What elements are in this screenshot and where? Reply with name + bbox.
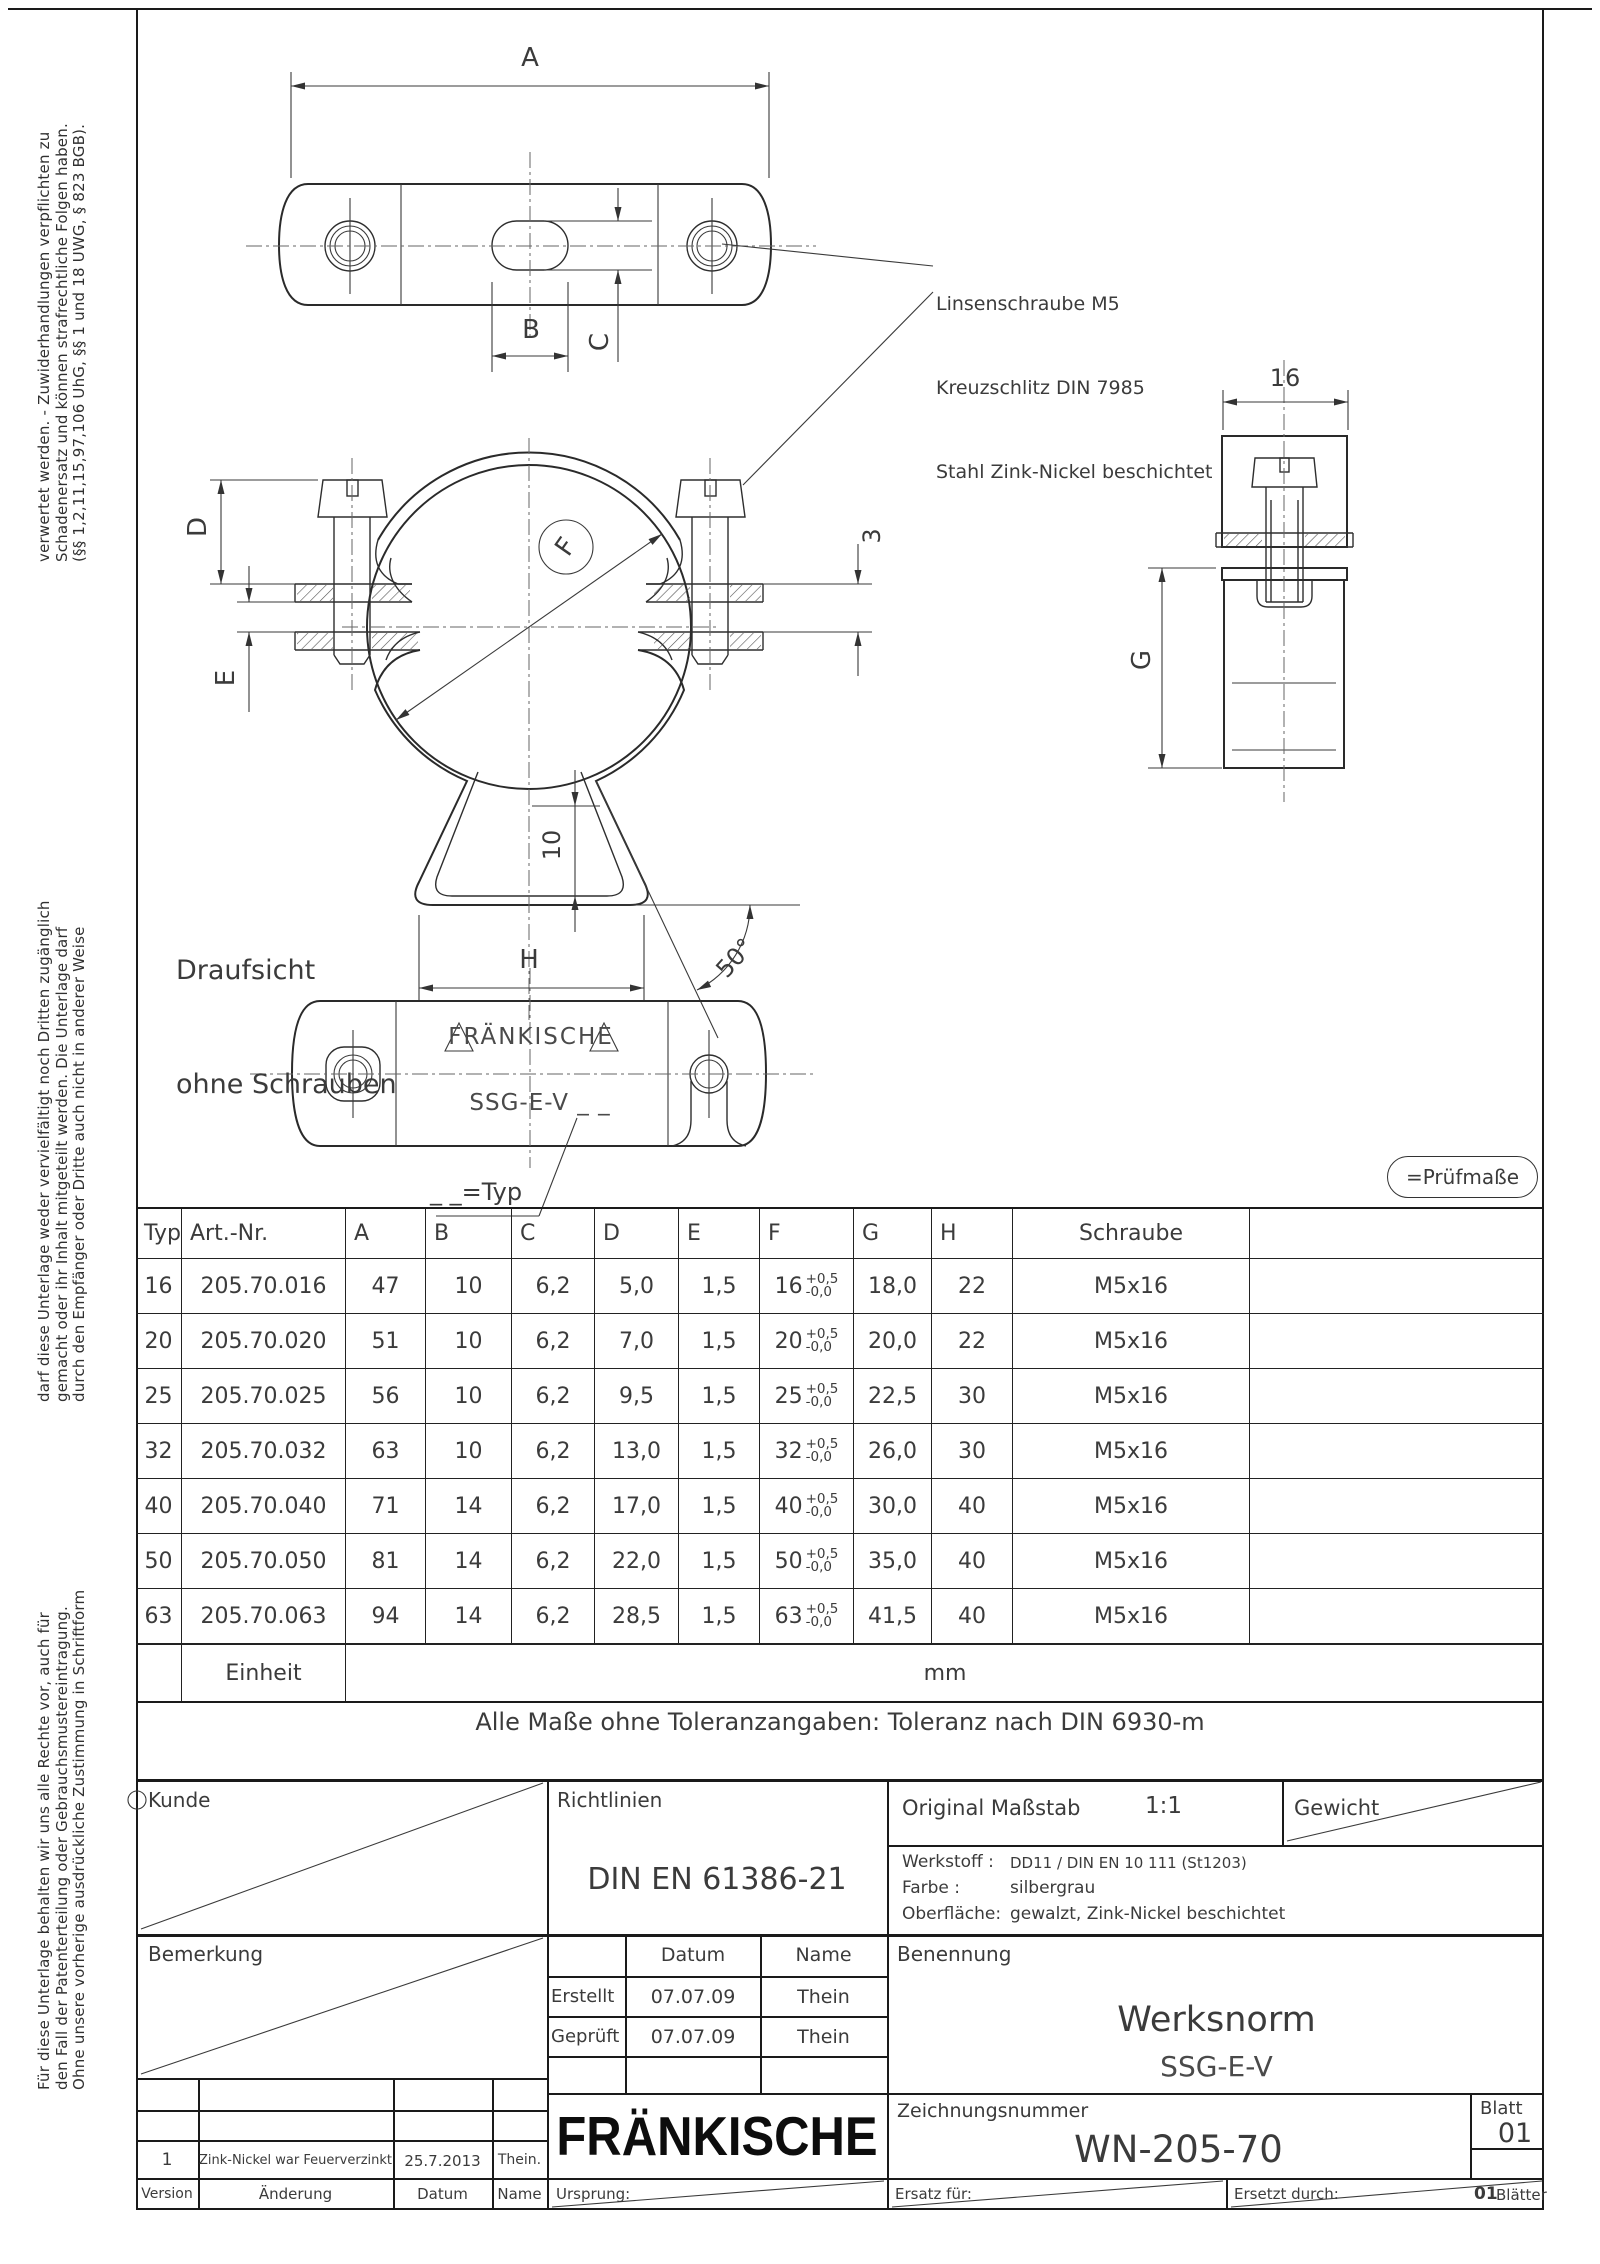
margin-line: durch den Empfänger oder Dritte auch nicht in anderer Weise xyxy=(70,926,88,1402)
margin-line: den Fall der Patenterteilung oder Gebrauchsmustereintragung. xyxy=(52,1606,71,2090)
plate-brand-text: FRÄNKISCHE xyxy=(448,1024,614,1050)
header-d: D xyxy=(595,1209,679,1258)
tol-minus: -0,0 xyxy=(805,1504,832,1520)
name-header: Name xyxy=(795,1944,852,1966)
cell-empty xyxy=(1250,1479,1544,1533)
version-datum-value: 25.7.2013 xyxy=(404,2152,481,2170)
cell: 40 xyxy=(136,1479,182,1533)
cell-f xyxy=(760,1424,854,1478)
cell: 1,5 xyxy=(679,1424,760,1478)
cell: 28,5 xyxy=(595,1589,679,1643)
tol-minus: -0,0 xyxy=(805,1559,832,1575)
f-value: 50 xyxy=(774,1548,803,1574)
margin-line: Für diese Unterlage behalten wir uns alle Rechte vor, auch für xyxy=(35,1611,53,2090)
margin-line: Schadenersatz und können strafrechtliche Folgen haben. xyxy=(52,123,71,562)
f-value: 16 xyxy=(774,1273,803,1299)
f-tolerance xyxy=(805,1270,839,1300)
annotation-line: Linsenschraube M5 xyxy=(936,293,1120,315)
richtlinien-label: Richtlinien xyxy=(557,1788,663,1812)
blatt-label: Blatt xyxy=(1480,2098,1523,2119)
aenderung-label: Änderung xyxy=(258,2185,333,2203)
dimension-table xyxy=(136,1207,1544,1703)
cell: 1,5 xyxy=(679,1534,760,1588)
cell: 13,0 xyxy=(595,1424,679,1478)
cell-empty xyxy=(136,1645,182,1701)
ursprung-label: Ursprung: xyxy=(556,2185,631,2203)
f-tolerance xyxy=(805,1435,839,1465)
pruefmasse-badge xyxy=(1387,1156,1538,1198)
geprueft-datum: 07.07.09 xyxy=(650,2026,736,2048)
header-f: F xyxy=(760,1209,854,1258)
benennung-title: Werksnorm xyxy=(1117,2000,1316,2040)
company-logo: FRÄNKISCHE xyxy=(556,2106,878,2168)
dim-label-10: 10 xyxy=(538,829,566,861)
table-row xyxy=(136,1314,1544,1369)
titleblock-line xyxy=(136,1934,1544,1937)
margin-line: Ohne unsere vorherige ausdrückliche Zustimmung in Schriftform xyxy=(70,1589,88,2090)
cell: 18,0 xyxy=(854,1259,932,1313)
table-row xyxy=(136,1479,1544,1534)
cell: 1,5 xyxy=(679,1314,760,1368)
cell-f xyxy=(760,1534,854,1588)
cell: 94 xyxy=(346,1589,426,1643)
geprueft-name: Thein xyxy=(797,2026,850,2048)
dim-label-16: 16 xyxy=(1269,364,1301,392)
table-row xyxy=(136,1589,1544,1644)
header-c: C xyxy=(512,1209,595,1258)
version-value: 1 xyxy=(161,2150,173,2170)
header-schraube: Schraube xyxy=(1013,1209,1250,1258)
cell: 20 xyxy=(136,1314,182,1368)
titleblock-line xyxy=(1226,2178,1228,2210)
screw-annotation xyxy=(936,234,1212,542)
version-name-value: Thein. xyxy=(497,2152,542,2168)
cell: 63 xyxy=(346,1424,426,1478)
cell: 10 xyxy=(426,1259,512,1313)
typ-note: _ _=Typ xyxy=(430,1178,523,1206)
farbe-label: Farbe : xyxy=(902,1878,961,1898)
header-a: A xyxy=(346,1209,426,1258)
table-row xyxy=(136,1424,1544,1479)
cell: 30 xyxy=(932,1424,1013,1478)
cell: 71 xyxy=(346,1479,426,1533)
cell: 51 xyxy=(346,1314,426,1368)
version-label: Version xyxy=(141,2186,193,2202)
erstellt-name: Thein xyxy=(797,1986,850,2008)
dim-label-f: F xyxy=(549,532,583,562)
titleblock-line xyxy=(136,1779,1544,1782)
titleblock-line xyxy=(625,1934,627,2093)
cell: 6,2 xyxy=(512,1369,595,1423)
cell: M5x16 xyxy=(1013,1424,1250,1478)
benennung-subtitle: SSG-E-V xyxy=(1160,2050,1273,2083)
cell: 56 xyxy=(346,1369,426,1423)
margin-line: (§§ 1,2,11,15,97,106 UhG, §§ 1 und 18 UWG, § 823 BGB). xyxy=(70,123,88,562)
cell: 1,5 xyxy=(679,1479,760,1533)
gewicht-label: Gewicht xyxy=(1294,1796,1380,1820)
blatt-value: 01 xyxy=(1497,2118,1533,2149)
benennung-label: Benennung xyxy=(897,1942,1012,1966)
cell: 26,0 xyxy=(854,1424,932,1478)
erstellt-datum: 07.07.09 xyxy=(650,1986,736,2008)
cell: 205.70.040 xyxy=(182,1479,346,1533)
cell-empty xyxy=(1250,1259,1544,1313)
titleblock-line xyxy=(1282,1779,1284,1845)
cell: M5x16 xyxy=(1013,1259,1250,1313)
kunde-label: Kunde xyxy=(148,1788,211,1812)
erstellt-label: Erstellt xyxy=(551,1986,615,2007)
cell: 7,0 xyxy=(595,1314,679,1368)
cell: 1,5 xyxy=(679,1589,760,1643)
cell: 5,0 xyxy=(595,1259,679,1313)
ersetzt-label: Ersetzt durch: xyxy=(1234,2185,1339,2203)
table-header-row xyxy=(136,1209,1544,1259)
ersatz-label: Ersatz für: xyxy=(895,2185,972,2203)
header-empty xyxy=(1250,1209,1544,1258)
dim-label-h: H xyxy=(519,945,539,975)
dim-label-d: D xyxy=(183,516,213,538)
tol-plus: +0,5 xyxy=(805,1490,839,1507)
cell-empty xyxy=(1250,1534,1544,1588)
header-g: G xyxy=(854,1209,932,1258)
cell-f xyxy=(760,1369,854,1423)
cell: M5x16 xyxy=(1013,1479,1250,1533)
aenderung-value: Zink-Nickel war Feuerverzinkt xyxy=(198,2153,393,2168)
table-unit-row xyxy=(136,1644,1544,1701)
tol-plus: +0,5 xyxy=(805,1380,839,1397)
cell: 14 xyxy=(426,1589,512,1643)
cell: M5x16 xyxy=(1013,1589,1250,1643)
dim-label-g: G xyxy=(1127,649,1157,671)
unit-label-cell: Einheit xyxy=(182,1645,346,1701)
cell: 6,2 xyxy=(512,1479,595,1533)
cell-empty xyxy=(1250,1314,1544,1368)
cell: 22,0 xyxy=(595,1534,679,1588)
tol-minus: -0,0 xyxy=(805,1614,832,1630)
geprueft-label: Geprüft xyxy=(551,2026,620,2047)
cell: 30 xyxy=(932,1369,1013,1423)
cell: 14 xyxy=(426,1534,512,1588)
cell: 6,2 xyxy=(512,1259,595,1313)
zeichnungsnummer-value: WN-205-70 xyxy=(1074,2128,1283,2171)
bemerkung-label: Bemerkung xyxy=(148,1942,264,1966)
f-value: 20 xyxy=(774,1328,803,1354)
oberflaeche-label: Oberfläche: xyxy=(902,1904,1002,1924)
cell: 17,0 xyxy=(595,1479,679,1533)
name-label-footer: Name xyxy=(497,2185,542,2203)
header-artnr: Art.-Nr. xyxy=(182,1209,346,1258)
oberflaeche-value: gewalzt, Zink-Nickel beschichtet xyxy=(1010,1904,1286,1924)
cell: 14 xyxy=(426,1479,512,1533)
massstab-value: 1:1 xyxy=(1145,1793,1183,1819)
cell: 22 xyxy=(932,1314,1013,1368)
cell: 6,2 xyxy=(512,1424,595,1478)
cell: 16 xyxy=(136,1259,182,1313)
cell: 205.70.020 xyxy=(182,1314,346,1368)
f-value: 40 xyxy=(774,1493,803,1519)
cell: 1,5 xyxy=(679,1259,760,1313)
cell: 205.70.050 xyxy=(182,1534,346,1588)
f-tolerance xyxy=(805,1600,839,1630)
tolerance-note: Alle Maße ohne Toleranzangaben: Toleranz nach DIN 6930-m xyxy=(475,1708,1205,1736)
cell: 81 xyxy=(346,1534,426,1588)
titleblock-line xyxy=(547,1976,887,1978)
cell: 22 xyxy=(932,1259,1013,1313)
titleblock-line xyxy=(1470,2093,1472,2178)
cell: 40 xyxy=(932,1589,1013,1643)
cell: 205.70.025 xyxy=(182,1369,346,1423)
cell: 35,0 xyxy=(854,1534,932,1588)
dim-label-c: C xyxy=(585,332,615,352)
tol-plus: +0,5 xyxy=(805,1270,839,1287)
tol-minus: -0,0 xyxy=(805,1394,832,1410)
datum-header: Datum xyxy=(660,1944,726,1966)
f-value: 25 xyxy=(774,1383,803,1409)
dim-label-50: 50° xyxy=(710,932,760,984)
table-row xyxy=(136,1534,1544,1589)
cell: 10 xyxy=(426,1369,512,1423)
cell: 10 xyxy=(426,1314,512,1368)
blaetter-label: Blätter xyxy=(1496,2186,1547,2204)
werkstoff-value: DD11 / DIN EN 10 111 (St1203) xyxy=(1010,1854,1247,1872)
cell: M5x16 xyxy=(1013,1534,1250,1588)
margin-line: darf diese Unterlage weder vervielfältigt noch Dritten zugänglich xyxy=(35,900,53,1402)
tol-minus: -0,0 xyxy=(805,1339,832,1355)
cell: 25 xyxy=(136,1369,182,1423)
header-h: H xyxy=(932,1209,1013,1258)
tol-minus: -0,0 xyxy=(805,1284,832,1300)
cell: 41,5 xyxy=(854,1589,932,1643)
dim-label-b: B xyxy=(522,315,540,345)
header-e: E xyxy=(679,1209,760,1258)
f-tolerance xyxy=(805,1490,839,1520)
pruefmasse-label: =Prüfmaße xyxy=(1405,1165,1520,1189)
f-tolerance xyxy=(805,1325,839,1355)
cell: M5x16 xyxy=(1013,1314,1250,1368)
farbe-value: silbergrau xyxy=(1010,1878,1096,1898)
richtlinien-value: DIN EN 61386-21 xyxy=(587,1862,847,1897)
table-row xyxy=(136,1259,1544,1314)
view-caption xyxy=(176,876,397,1180)
cell: 1,5 xyxy=(679,1369,760,1423)
dim-label-a: A xyxy=(521,43,539,73)
cell: 205.70.063 xyxy=(182,1589,346,1643)
cell: 50 xyxy=(136,1534,182,1588)
zeichnungsnummer-label: Zeichnungsnummer xyxy=(897,2100,1089,2122)
titleblock-line xyxy=(887,1845,1544,1847)
cell-f xyxy=(760,1589,854,1643)
tol-plus: +0,5 xyxy=(805,1545,839,1562)
cell-empty xyxy=(1250,1589,1544,1643)
cell: 22,5 xyxy=(854,1369,932,1423)
cell: 63 xyxy=(136,1589,182,1643)
annotation-line: Kreuzschlitz DIN 7985 xyxy=(936,377,1145,399)
plate-type-text: SSG-E-V _ _ xyxy=(469,1090,611,1116)
f-tolerance xyxy=(805,1380,839,1410)
cell: 30,0 xyxy=(854,1479,932,1533)
datum-label-footer: Datum xyxy=(417,2185,468,2203)
dim-label-e: E xyxy=(211,669,241,687)
margin-line: gemacht oder ihr Inhalt mitgeteilt werden. Die Unterlage darf xyxy=(52,926,71,1402)
cell: 32 xyxy=(136,1424,182,1478)
tol-plus: +0,5 xyxy=(805,1435,839,1452)
cell: 40 xyxy=(932,1479,1013,1533)
werkstoff-label: Werkstoff : xyxy=(902,1852,994,1872)
titleblock-line xyxy=(547,2056,887,2058)
f-tolerance xyxy=(805,1545,839,1575)
cell-f xyxy=(760,1314,854,1368)
cell: 205.70.032 xyxy=(182,1424,346,1478)
margin-line: verwertet werden. - Zuwiderhandlungen verpflichten zu xyxy=(35,131,53,562)
caption-line: Draufsicht xyxy=(176,955,316,986)
annotation-line: Stahl Zink-Nickel beschichtet xyxy=(936,461,1213,483)
cell: M5x16 xyxy=(1013,1369,1250,1423)
caption-line: ohne Schrauben xyxy=(176,1069,397,1100)
cell: 205.70.016 xyxy=(182,1259,346,1313)
cell-empty xyxy=(1250,1424,1544,1478)
cell: 10 xyxy=(426,1424,512,1478)
header-b: B xyxy=(426,1209,512,1258)
f-value: 32 xyxy=(774,1438,803,1464)
cell: 40 xyxy=(932,1534,1013,1588)
f-value: 63 xyxy=(774,1603,803,1629)
header-typ: Typ xyxy=(136,1209,182,1258)
tol-plus: +0,5 xyxy=(805,1325,839,1342)
tol-plus: +0,5 xyxy=(805,1600,839,1617)
tol-minus: -0,0 xyxy=(805,1449,832,1465)
cell: 6,2 xyxy=(512,1589,595,1643)
dim-label-3: 3 xyxy=(858,528,886,544)
cell-f xyxy=(760,1479,854,1533)
cell: 6,2 xyxy=(512,1314,595,1368)
blaetter-count: 01 xyxy=(1474,2184,1498,2204)
massstab-label: Original Maßstab xyxy=(902,1796,1081,1820)
cell: 20,0 xyxy=(854,1314,932,1368)
cell: 47 xyxy=(346,1259,426,1313)
table-row xyxy=(136,1369,1544,1424)
cell-empty xyxy=(1250,1369,1544,1423)
titleblock-line xyxy=(547,2016,887,2018)
cell: 9,5 xyxy=(595,1369,679,1423)
unit-value-cell: mm xyxy=(923,1660,967,1686)
cell: 6,2 xyxy=(512,1534,595,1588)
cell-f xyxy=(760,1259,854,1313)
